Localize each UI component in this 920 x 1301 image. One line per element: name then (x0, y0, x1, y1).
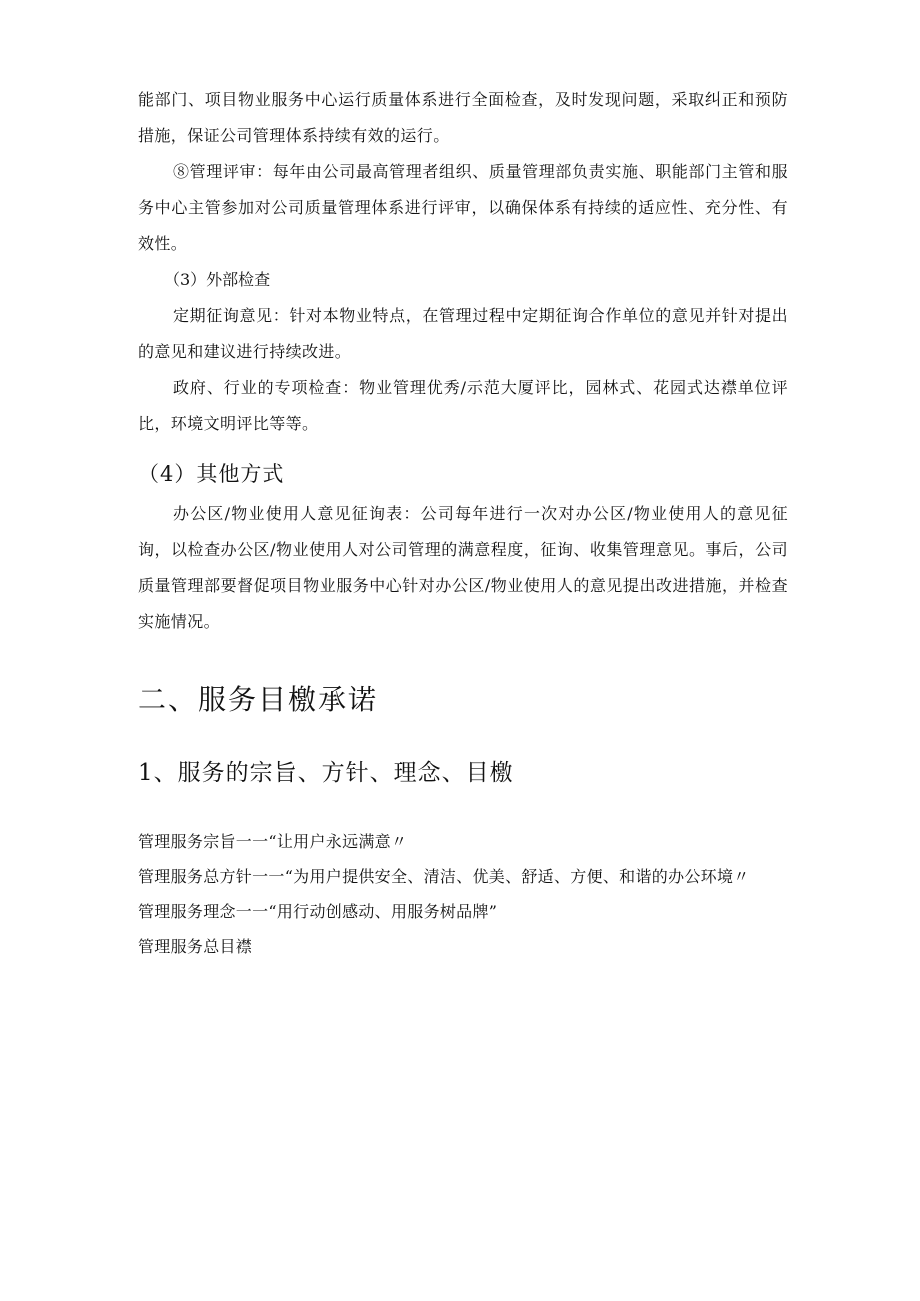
line-service-purpose: 管理服务宗旨一一“让用户永远满意〃 (138, 832, 408, 851)
subsection-title-service-purpose: 1、服务的宗旨、方针、理念、目檄 (138, 760, 514, 786)
paragraph-user-survey: 办公区/物业使用人意见征询表：公司每年进行一次对办公区/物业使用人的意见征询，以检查办公区/物业使用人对公司管理的满意程度，征询、收集管理意见。事后，公司质量管理部要督促项目物业服务中心针对办公区/物业使用人的意见提出改进措施，并检查实施情况。 (138, 504, 788, 631)
paragraph-management-review: ⑧管理评审：每年由公司最高管理者组织、质量管理部负责实施、职能部门主管和服务中心主管参加对公司质量管理体系进行评审，以确保体系有持续的适应性、充分性、有效性。 (138, 162, 788, 253)
heading-other-methods: （4）其他方式 (138, 462, 285, 486)
line-service-concept: 管理服务理念一一“用行动创感动、用服务树品牌” (138, 902, 498, 921)
paragraph-quality-check-continued: 能部门、项目物业服务中心运行质量体系进行全面检查，及时发现问题，采取纠正和预防措施，保证公司管理体系持续有效的运行。 (138, 90, 788, 145)
paragraph-government-inspection: 政府、行业的专项检查：物业管理优秀/示范大厦评比，园林式、花园式达襟单位评比，环境文明评比等等。 (138, 378, 788, 433)
heading-external-inspection: （3）外部检查 (164, 270, 271, 289)
line-service-goal: 管理服务总目襟 (138, 937, 253, 956)
line-service-policy: 管理服务总方针一一“为用户提供安全、清洁、优美、舒适、方便、和谐的办公环境〃 (138, 867, 750, 886)
paragraph-periodic-feedback: 定期征询意见：针对本物业特点，在管理过程中定期征询合作单位的意见并针对提出的意见和建议进行持续改进。 (138, 306, 788, 361)
document-body (138, 82, 788, 964)
section-title-service-commitment: 二、服务目檄承诺 (138, 683, 379, 716)
